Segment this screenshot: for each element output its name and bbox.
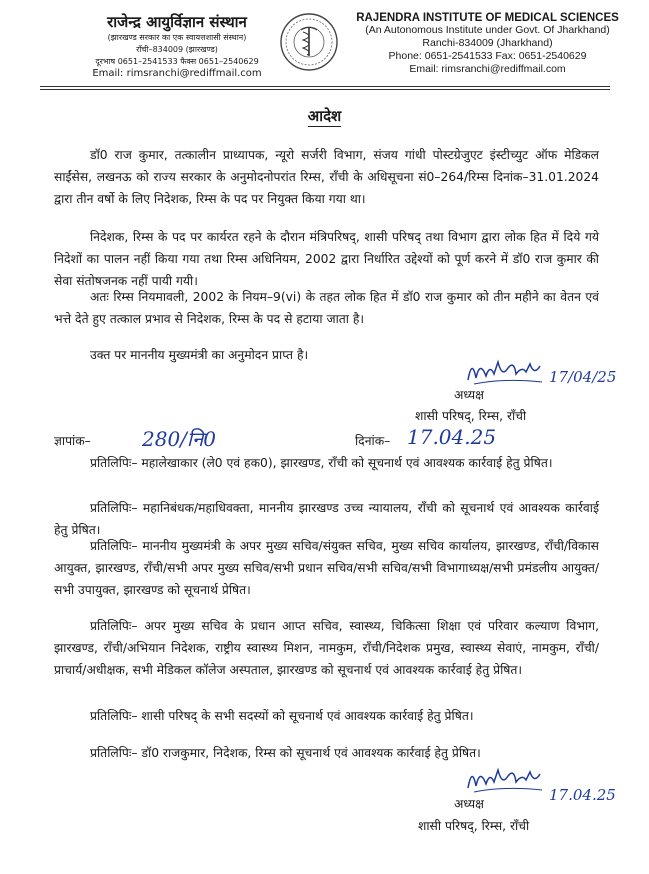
signature-designation-1: अध्यक्ष [454,388,484,402]
institute-phone-english: Phone: 0651-2541533 Fax: 0651-2540629 [388,50,587,62]
copy-item-3: प्रतिलिपिः– माननीय मुख्यमंत्री के अपर मुख्य सचिव/संयुक्त सचिव, मुख्य सचिव कार्यालय, झारखण्ड, राँची/विकास आयुक्त, झारखण्ड, राँची/सभी अपर मुख्य सचिव/सभी प्रधान सचिव/सभी सचिव/सभी विभागाध्यक्ष/सभी प्रमंडलीय आयुक्त/सभी उपायुक्त, झारखण्ड को सूचनार्थ प्रेषित। [54,539,599,597]
order-title: आदेश [307,107,342,125]
order-paragraph-4: उक्त पर माननीय मुख्यमंत्री का अनुमोदन प्राप्त है। [90,348,309,362]
institute-city-english: Ranchi-834009 (Jharkhand) [422,37,553,49]
signature-date-2: 17.04.25 [549,786,616,804]
letterhead-divider-second [40,89,610,90]
copy-item-6: प्रतिलिपिः– डॉ0 राजकुमार, निदेशक, रिम्स को सूचनार्थ एवं आवश्यक कार्रवाई हेतु प्रेषित। [90,746,481,760]
signature-scribble-1 [464,352,554,388]
institute-phone-hindi: दूरभाष 0651–2541533 फैक्स 0651–2540629 [95,57,259,66]
signature-scribble-2 [464,760,554,796]
memo-date-value: 17.04.25 [407,425,497,449]
letterhead-divider [40,86,610,87]
institute-subtitle-hindi: (झारखण्ड सरकार का एक स्वायत्तशासी संस्थान) [107,33,247,42]
institute-city-hindi: राँची–834009 (झारखण्ड) [136,45,218,54]
signature-date-1: 17/04/25 [549,368,617,386]
copy-item-1: प्रतिलिपिः– महालेखाकार (ले0 एवं हक0), झारखण्ड, राँची को सूचनार्थ एवं आवश्यक कार्रवाई हेतु प्रेषित। [90,456,553,470]
institute-email-english: Email: rimsranchi@rediffmail.com [409,63,566,75]
copy-item-2: प्रतिलिपिः– महानिबंधक/महाधिवक्ता, माननीय झारखण्ड उच्च न्यायालय, राँची को सूचनार्थ एवं आवश्यक कार्रवाई हेतु प्रेषित। [54,501,599,537]
copy-item-4: प्रतिलिपिः– अपर मुख्य सचिव के प्रधान आप्त सचिव, स्वास्थ्य, चिकित्सा शिक्षा एवं परिवार कल्याण विभाग, झारखण्ड, राँची/अभियान निदेशक, राष्ट्रीय स्वास्थ्य मिशन, नामकुम, राँची/निदेशक प्रमुख, स्वास्थ्य सेवाएं, नामकुम, राँची/प्राचार्य/अधीक्षक, सभी मेडिकल कॉलेज अस्पताल, झारखण्ड को सूचनार्थ एवं आवश्यक कार्रवाई हेतु प्रेषित। [54,619,599,677]
institute-subtitle-english: (An Autonomous Institute under Govt. Of Jharkhand) [365,24,610,36]
letterhead-english [335,12,640,76]
signature-designation-2: अध्यक्ष [454,797,484,811]
copy-item-5: प्रतिलिपिः– शासी परिषद् के सभी सदस्यों को सूचनार्थ एवं आवश्यक कार्रवाई हेतु प्रेषित। [90,709,474,723]
institute-name-hindi: राजेन्द्र आयुर्विज्ञान संस्थान [107,13,247,31]
memo-date-label: दिनांक– [355,434,391,448]
signature-office-2: शासी परिषद्, रिम्स, राँची [418,819,530,833]
order-paragraph-2: निदेशक, रिम्स के पद पर कार्यरत रहने के दौरान मंत्रिपरिषद्, शासी परिषद् तथा विभाग द्वारा लोक हित में दिये गये निदेशों का पालन नहीं किया गया तथा रिम्स अधिनियम, 2002 द्वारा निर्धारित उद्देश्यों को पूर्ण करने में डॉ0 राज कुमार की सेवा संतोषजनक नहीं पायी गयी। [54,230,600,288]
order-paragraph-1: डॉ0 राज कुमार, तत्कालीन प्राध्यापक, न्यूरो सर्जरी विभाग, संजय गांधी पोस्टग्रेजुएट इंस्टीच्युट ऑफ मेडिकल साईंसेस, लखनऊ को राज्य सरकार के अनुमोदनोपरांत रिम्स, राँची के अधिसूचना सं0–264/रिम्स दिनांक–31.01.2024 द्वारा तीन वर्षो के लिए निदेशक, रिम्स के पद पर नियुक्त किया गया था। [54,148,599,206]
institute-seal-icon [279,12,339,72]
institute-email-hindi: Email: rimsranchi@rediffmail.com [92,68,262,79]
letterhead-hindi [82,12,272,80]
signature-office-1: शासी परिषद्, रिम्स, राँची [415,409,527,423]
institute-name-english: RAJENDRA INSTITUTE OF MEDICAL SCIENCES [356,12,619,24]
memo-number-label: ज्ञापांक– [54,434,91,448]
order-paragraph-3: अतः रिम्स नियमावली, 2002 के नियम–9(vi) के तहत लोक हित में डॉ0 राज कुमार को तीन महीने का वेतन एवं भत्ते देते हुए तत्काल प्रभाव से निदेशक, रिम्स के पद से हटाया जाता है। [54,290,599,326]
memo-number-value: 280/नि0 [142,427,216,451]
